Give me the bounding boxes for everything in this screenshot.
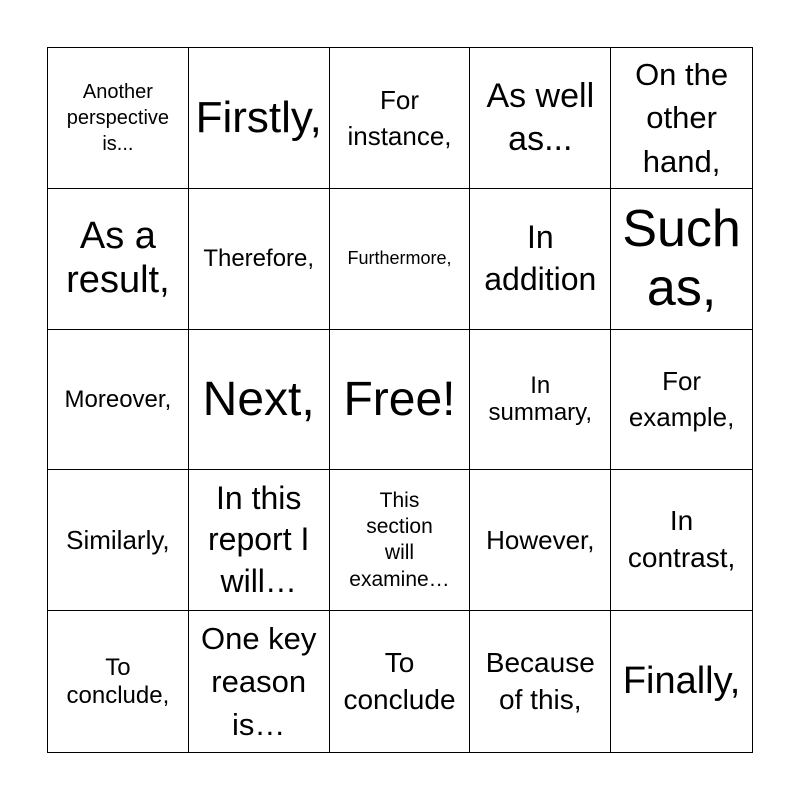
bingo-cell[interactable]: As a result, xyxy=(48,189,189,330)
bingo-cell[interactable]: For instance, xyxy=(330,48,471,189)
bingo-cell[interactable]: Similarly, xyxy=(48,470,189,611)
bingo-cell[interactable]: On the other hand, xyxy=(611,48,752,189)
bingo-cell[interactable]: Finally, xyxy=(622,659,741,702)
free-space-cell[interactable]: Free! xyxy=(330,330,471,471)
bingo-cell[interactable]: However, xyxy=(470,470,611,611)
bingo-cell[interactable]: Therefore, xyxy=(189,189,330,330)
bingo-cell[interactable]: One key reason is… xyxy=(189,611,330,752)
bingo-cell[interactable]: In contrast, xyxy=(611,470,752,611)
bingo-board xyxy=(47,47,753,753)
bingo-cell[interactable]: In addition xyxy=(470,189,611,330)
bingo-cell[interactable]: In this report I will… xyxy=(189,470,330,611)
bingo-cell[interactable]: To conclude xyxy=(330,611,471,752)
bingo-cell[interactable]: Moreover, xyxy=(48,330,189,471)
bingo-cell[interactable]: Furthermore, xyxy=(330,189,471,330)
bingo-cell[interactable]: Next, xyxy=(189,330,330,471)
bingo-cell[interactable]: This section will examine… xyxy=(330,470,471,611)
bingo-cell[interactable]: Such as, xyxy=(611,189,752,330)
bingo-cell[interactable]: To conclude, xyxy=(48,611,189,752)
bingo-cell[interactable]: As well as... xyxy=(470,48,611,189)
bingo-cell[interactable]: Because of this, xyxy=(470,611,611,752)
bingo-cell[interactable]: For example, xyxy=(611,330,752,471)
bingo-cell[interactable]: Firstly, xyxy=(189,48,330,189)
bingo-cell[interactable]: In summary, xyxy=(470,330,611,471)
bingo-cell[interactable]: Another perspective is... xyxy=(48,48,189,189)
